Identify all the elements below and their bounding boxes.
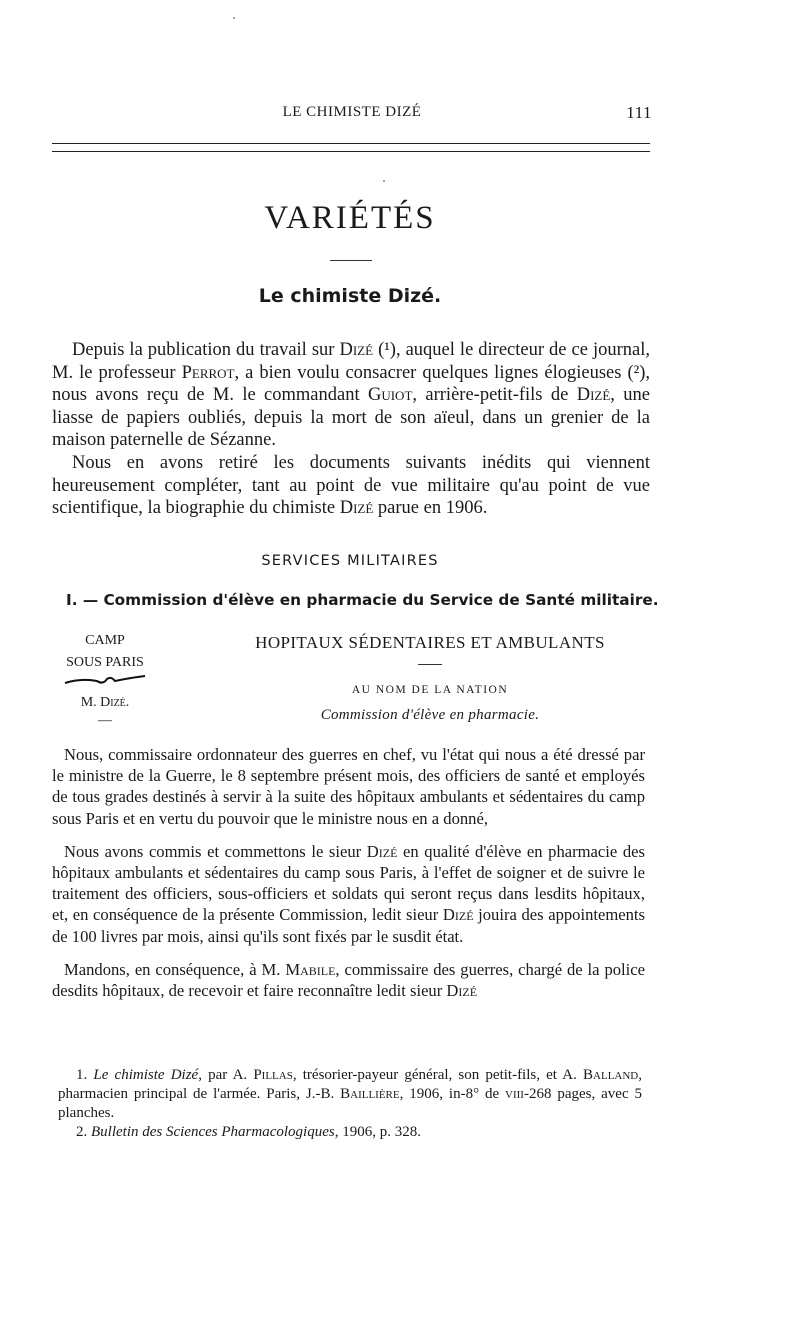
au-nom-heading: AU NOM DE LA NATION bbox=[351, 684, 509, 696]
footnote-2: 2. Bulletin des Sciences Pharmacologiques, 1906, p. 328. bbox=[76, 1124, 421, 1140]
hopitaux-heading: HOPITAUX SÉDENTAIRES ET AMBULANTS bbox=[255, 633, 605, 652]
decree-paragraph-3: Mandons, en conséquence, à M. Mabile, commissaire des guerres, chargé de la police desdits hôpitaux, de recevoir et faire reconnaître ledit sieur Dizé bbox=[52, 959, 645, 1001]
article-subtitle: Le chimiste Dizé. bbox=[258, 285, 442, 307]
services-heading: SERVICES MILITAIRES bbox=[261, 553, 439, 569]
intro-text bbox=[52, 339, 650, 520]
commission-subheading: Commission d'élève en pharmacie. bbox=[320, 707, 540, 723]
section-title: VARIÉTÉS bbox=[264, 200, 436, 236]
title-divider bbox=[330, 260, 372, 261]
margin-name: M. Dizé. bbox=[80, 695, 130, 710]
footnotes bbox=[58, 1066, 642, 1142]
margin-note bbox=[50, 630, 160, 728]
decree-paragraph-1: Nous, commissaire ordonnateur des guerres en chef, vu l'état qui nous a été dressé par le ministre de la Guerre, le 8 septembre présent mois, des officiers de santé et employés de tous grades destinés à servir à la suite des hôpitaux ambulants et sédentaires du camp sous Paris et en vertu du pouvoir que le ministre nous en a donné, bbox=[52, 745, 645, 828]
footnote-1: 1. Le chimiste Dizé, par A. Pillas, trésorier-payeur général, son petit-fils, et A. Balland, pharmacien principal de l'armée. Paris, J.-B. Baillière, 1906, in-8° de viii-268 pages, avec 5 planches. bbox=[58, 1067, 642, 1121]
decree-paragraph-2: Nous avons commis et commettons le sieur Dizé en qualité d'élève en pharmacie des hôpitaux ambulants et sédentaires du camp sous Paris, à l'effet de soigner et de suivre le traitement des officiers, sous-officiers et soldats qui seront reçus dans lesdits hôpitaux, et, en conséquence de la présente Commission, ledit sieur Dizé jouira des appointements de 100 livres par mois, ainsi qu'ils sont fixés par le susdit état. bbox=[52, 841, 645, 946]
running-head-title: LE CHIMISTE DIZÉ bbox=[282, 104, 422, 120]
commission-heading: I. — Commission d'élève en pharmacie du Service de Santé militaire. bbox=[66, 591, 659, 609]
decree-text bbox=[52, 744, 645, 1013]
flourish-icon bbox=[63, 674, 147, 688]
margin-sous-paris: SOUS PARIS bbox=[66, 655, 144, 670]
margin-dash: — bbox=[98, 713, 112, 728]
paper-speck bbox=[383, 180, 385, 182]
hopitaux-divider bbox=[418, 664, 442, 665]
intro-paragraph-1: Depuis la publication du travail sur Dizé (¹), auquel le directeur de ce journal, M. le professeur Perrot, a bien voulu consacrer quelques lignes élogieuses (²), nous avons reçu de M. le commandant Guiot, arrière-petit-fils de Dizé, une liasse de papiers oubliés, depuis la mort de son aïeul, dans un grenier de la maison paternelle de Sézanne. bbox=[52, 340, 650, 451]
page-number: 111 bbox=[626, 103, 652, 122]
margin-camp: CAMP bbox=[85, 633, 125, 648]
header-rule-bottom bbox=[52, 151, 650, 152]
paper-speck bbox=[233, 17, 235, 19]
intro-paragraph-2: Nous en avons retiré les documents suivants inédits qui viennent heureusement compléter, tant au point de vue militaire qu'au point de vue scientifique, la biographie du chimiste Dizé parue en 1906. bbox=[52, 452, 650, 519]
ornament-flourish bbox=[50, 674, 160, 692]
header-rule-top bbox=[52, 143, 650, 144]
